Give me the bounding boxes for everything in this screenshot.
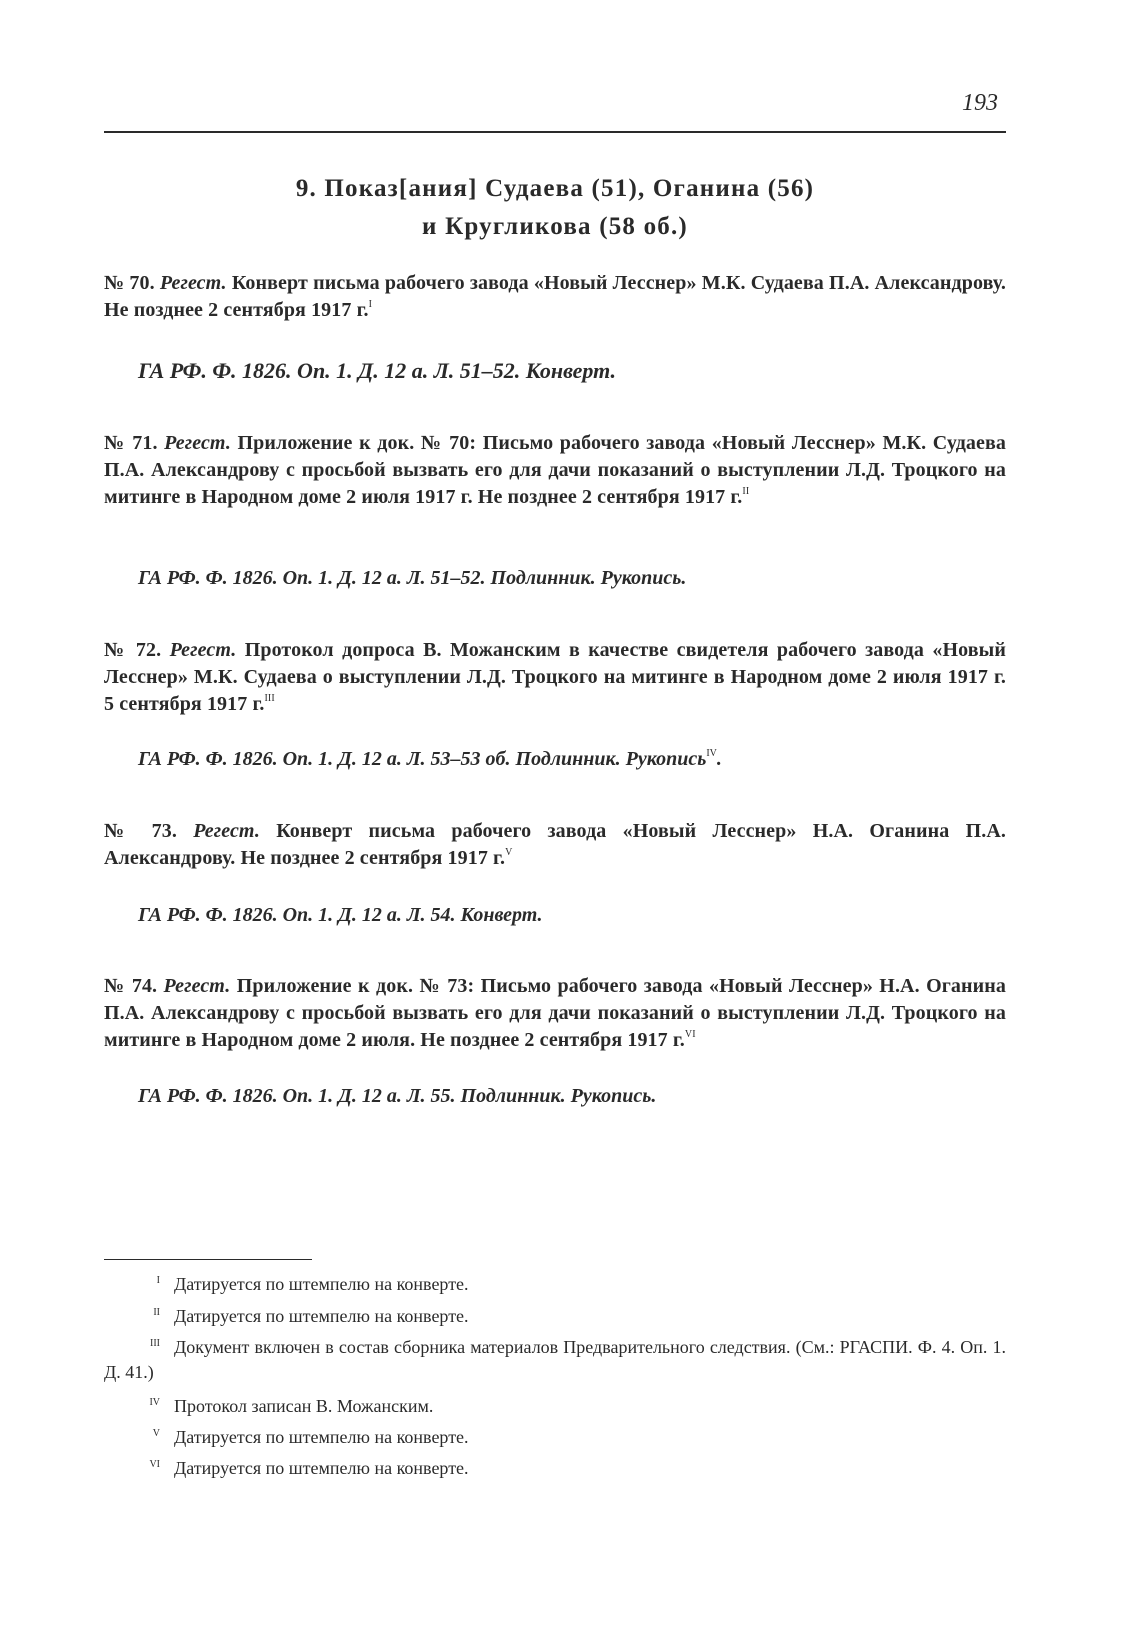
document-entry-72	[104, 637, 1006, 718]
footnote-4: IV Протокол записан В. Можанским.	[149, 1396, 434, 1416]
footnote-ref: VI	[684, 1029, 696, 1040]
footnote-3: III Документ включен в состав сборника материалов Предварительного следствия. (См.: РГАСПИ. Ф. 4. Оп. 1. Д. 41.)	[104, 1337, 1006, 1382]
archive-reference-74: ГА РФ. Ф. 1826. Оп. 1. Д. 12 а. Л. 55. Подлинник. Рукопись.	[138, 1085, 657, 1107]
footnote-text: Документ включен в состав сборника материалов Предварительного следствия. (См.: РГАСПИ. Ф. 4. Оп. 1. Д. 41.)	[104, 1337, 1006, 1382]
footnote-separator	[104, 1259, 312, 1260]
footnote-ref: III	[264, 693, 275, 704]
entry-text: Протокол допроса В. Можанским в качестве свидетеля рабочего завода «Новый Лесснер» М.К. Судаева о выступлении Л.Д. Троцкого на митинге в Народном доме 2 июля 1917 г. 5 сентября 1917 г.	[104, 639, 1006, 715]
entry-number: № 71.	[104, 432, 158, 454]
archive-reference-73: ГА РФ. Ф. 1826. Оп. 1. Д. 12 а. Л. 54. Конверт.	[138, 904, 543, 926]
entry-number: № 73.	[104, 820, 177, 842]
header-rule	[104, 131, 1006, 133]
footnote-ref: II	[742, 486, 750, 497]
document-entry-73	[104, 818, 1006, 872]
entry-number: № 74.	[104, 975, 158, 997]
section-title-line-1: 9. Показ[ания] Судаева (51), Оганина (56)	[295, 175, 815, 202]
section-title	[104, 170, 1006, 246]
archive-tail: .	[716, 748, 722, 770]
footnote-text: Датируется по штемпелю на конверте.	[174, 1306, 469, 1326]
footnote-5: V Датируется по штемпелю на конверте.	[152, 1427, 469, 1447]
entry-regest-label: Регест.	[163, 975, 231, 997]
footnote-text: Датируется по штемпелю на конверте.	[174, 1458, 469, 1478]
footnote-2: II Датируется по штемпелю на конверте.	[153, 1306, 469, 1326]
footnote-1: I Датируется по штемпелю на конверте.	[156, 1274, 469, 1294]
document-entry-70	[104, 270, 1006, 324]
footnote-text: Протокол записан В. Можанским.	[174, 1396, 434, 1416]
page-number: 193	[962, 90, 998, 116]
entry-text: Приложение к док. № 73: Письмо рабочего завода «Новый Лесснер» Н.А. Оганина П.А. Александрову с просьбой вызвать его для дачи показаний о выступлении Л.Д. Троцкого на митинге в Народном доме 2 июля. Не позднее 2 сентября 1917 г.	[104, 975, 1006, 1051]
entry-text: Конверт письма рабочего завода «Новый Лесснер» Н.А. Оганина П.А. Александрову. Не позднее 2 сентября 1917 г.	[104, 820, 1006, 869]
section-title-line-2: и Кругликова (58 об.)	[422, 213, 688, 240]
entry-regest-label: Регест.	[164, 432, 231, 454]
footnote-6: VI Датируется по штемпелю на конверте.	[149, 1458, 469, 1478]
document-entry-74	[104, 973, 1006, 1054]
footnote-text: Датируется по штемпелю на конверте.	[174, 1427, 469, 1447]
footnote-ref: I	[368, 299, 373, 310]
entry-text: Приложение к док. № 70: Письмо рабочего завода «Новый Лесснер» М.К. Судаева П.А. Александрову с просьбой вызвать его для дачи показаний о выступлении Л.Д. Троцкого на митинге в Народном доме 2 июля 1917 г. Не позднее 2 сентября 1917 г.	[104, 432, 1006, 508]
footnote-ref: V	[505, 847, 513, 858]
entry-text: Конверт письма рабочего завода «Новый Лесснер» М.К. Судаева П.А. Александрову. Не позднее 2 сентября 1917 г.	[104, 272, 1006, 321]
archive-reference-72	[138, 746, 998, 773]
document-entry-71	[104, 430, 1006, 511]
footnote-text: Датируется по штемпелю на конверте.	[174, 1274, 469, 1294]
footnote-ref: IV	[706, 748, 717, 759]
entry-regest-label: Регест.	[193, 820, 260, 842]
entry-number: № 70.	[104, 272, 155, 294]
entry-regest-label: Регест.	[169, 639, 237, 661]
archive-reference-71: ГА РФ. Ф. 1826. Оп. 1. Д. 12 а. Л. 51–52. Подлинник. Рукопись.	[138, 567, 687, 589]
archive-text: ГА РФ. Ф. 1826. Оп. 1. Д. 12 а. Л. 53–53 об. Подлинник. Рукопись	[138, 748, 707, 770]
entry-number: № 72.	[104, 639, 162, 661]
archive-reference-70: ГА РФ. Ф. 1826. Оп. 1. Д. 12 а. Л. 51–52. Конверт.	[138, 358, 617, 383]
entry-regest-label: Регест.	[159, 272, 227, 294]
